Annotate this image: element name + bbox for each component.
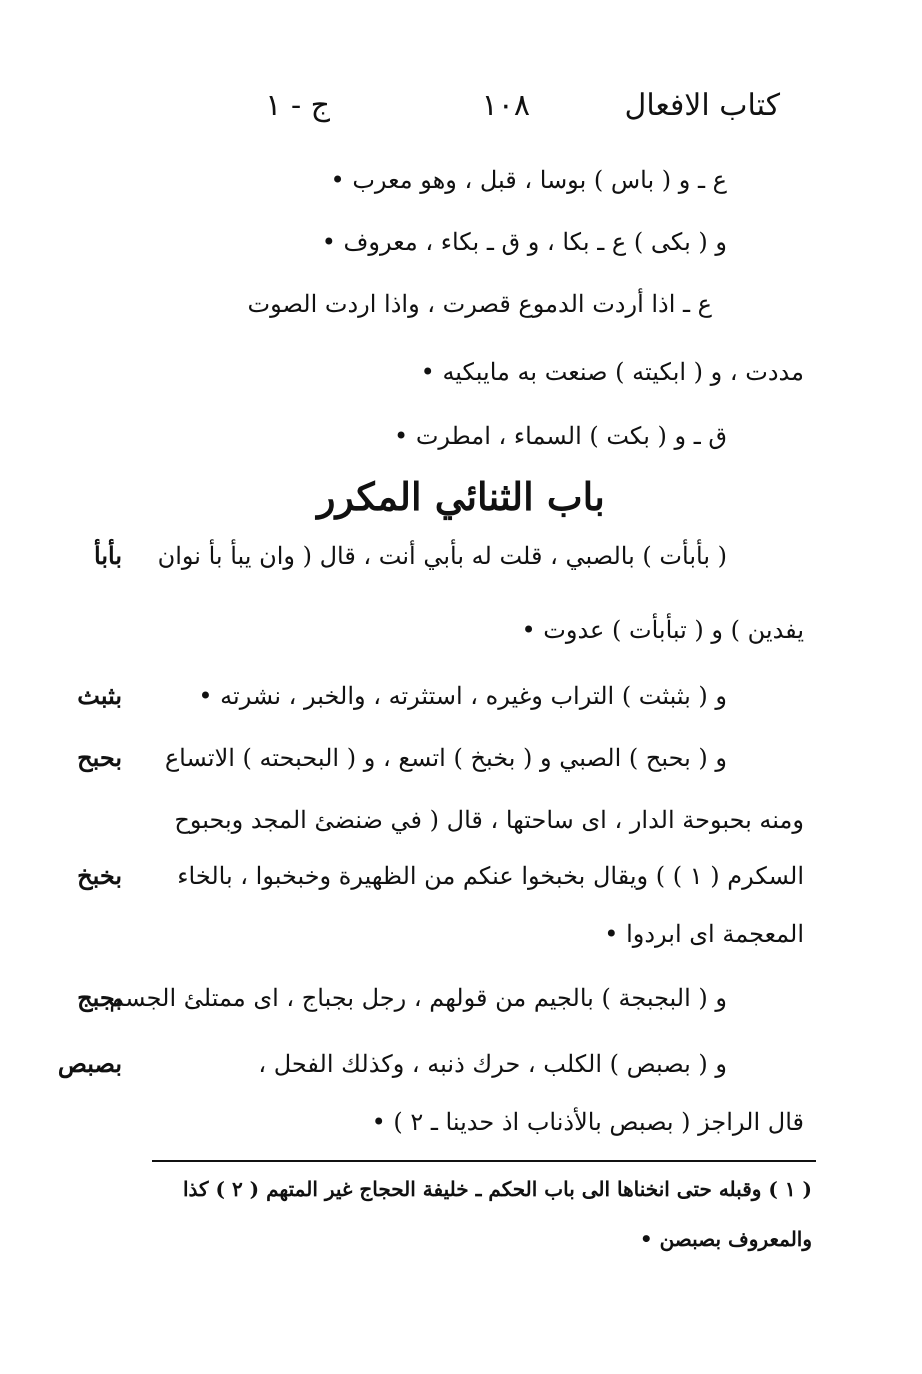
footnote-line: ( ١ ) وقبله حتى انخناها الى باب الحكم ـ خليفة الحجاج غير المتهم ( ٢ ) كذا xyxy=(182,1177,812,1201)
text-line: ومنه بحبوحة الدار ، اى ساحتها ، قال ( في ضنضئ المجد وبحبوح xyxy=(174,806,804,834)
text-line: ( بأبأت ) بالصبي ، قلت له بأبي أنت ، قال ( وان يبأ بأ نوان xyxy=(157,542,727,570)
margin-headword: بثبث xyxy=(77,681,122,710)
text-line: المعجمة اى ابردوا • xyxy=(604,920,804,948)
margin-headword: بحبح xyxy=(77,743,122,772)
text-line: و ( بصبص ) الكلب ، حرك ذنبه ، وكذلك الفحل ، xyxy=(258,1050,727,1078)
margin-headword: بخبخ xyxy=(77,861,122,890)
text-line: و ( بحبح ) الصبي و ( بخبخ ) اتسع ، و ( البحبحته ) الاتساع xyxy=(164,744,727,772)
text-line: مددت ، و ( ابكيته ) صنعت به مايبكيه • xyxy=(420,358,804,386)
footnote-divider xyxy=(152,1160,816,1162)
volume-label: ج - ١ xyxy=(265,88,330,123)
page-header xyxy=(180,88,780,138)
margin-headword: بأبأ xyxy=(94,541,122,570)
text-line: يفدين ) و ( تبأبأت ) عدوت • xyxy=(521,616,804,644)
text-line: و ( بثبثت ) التراب وغيره ، استثرته ، والخبر ، نشرته • xyxy=(198,682,727,710)
margin-headword: بجبج xyxy=(77,983,122,1012)
text-line: ق ـ و ( بكت ) السماء ، امطرت • xyxy=(394,422,727,450)
text-line: السكرم ( ١ ) ) ويقال بخبخوا عنكم من الظهيرة وخبخبوا ، بالخاء xyxy=(177,862,804,890)
book-title: كتاب الافعال xyxy=(624,88,780,123)
text-line: و ( بكى ) ع ـ بكا ، و ق ـ بكاء ، معروف • xyxy=(321,228,727,256)
section-title: باب الثنائي المكرر xyxy=(317,474,605,519)
text-line: ع ـ اذا أردت الدموع قصرت ، واذا اردت الصوت xyxy=(247,290,712,318)
margin-headword: بصبص xyxy=(57,1049,122,1078)
footnote-line: والمعروف بصبصن • xyxy=(639,1227,812,1251)
text-line: قال الراجز ( بصبص بالأذناب اذ حدينا ـ ٢ ) • xyxy=(371,1108,804,1136)
text-line: و ( البجبجة ) بالجيم من قولهم ، رجل بجباج ، اى ممتلئ الجسم xyxy=(109,984,727,1012)
text-line: ع ـ و ( باس ) بوسا ، قبل ، وهو معرب • xyxy=(330,166,727,194)
page-number: ١٠٨ xyxy=(481,88,530,123)
